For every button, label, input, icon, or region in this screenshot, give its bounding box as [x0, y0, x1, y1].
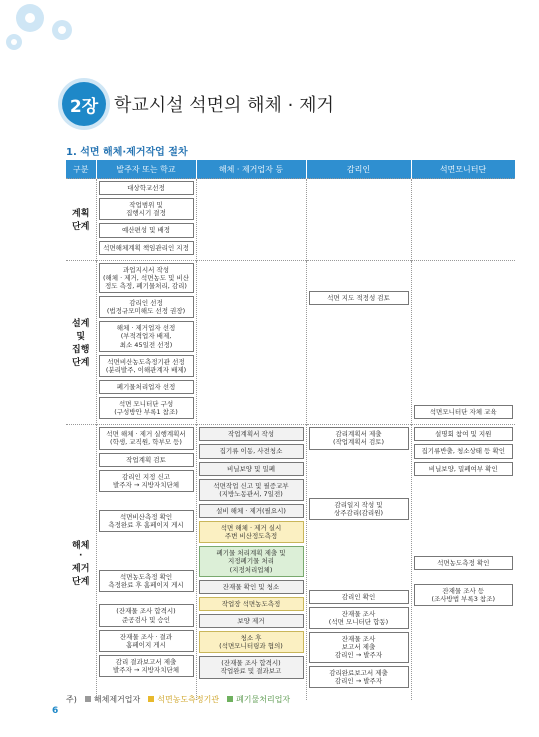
list-item: 작업범위 및 집행시기 결정 — [99, 198, 194, 220]
list-item: 폐기물처리업자 선정 — [99, 380, 194, 394]
list-item: 석면해체계획 책임관리인 지정 — [99, 241, 194, 255]
removal-monitor-cell — [411, 425, 515, 700]
legend-item: 폐기물처리업자 — [227, 694, 290, 705]
list-item: 설명회 참여 및 지원 — [414, 427, 514, 441]
legend-item: 석면농도측정기관 — [148, 694, 219, 705]
list-item: 해체 · 제거업자 선정 (부적격업자 배제, 최소 45일전 선정) — [99, 321, 194, 351]
phase-removal: 해체 · 제거 단계 — [66, 425, 96, 700]
list-item: 감리완료보고서 제출 감리인 → 발주자 — [309, 666, 409, 688]
list-item: (잔재물 조사 합격시) 준공검사 및 승인 — [99, 604, 194, 626]
list-item: 보양 제거 — [199, 614, 304, 628]
phase-design: 설계 및 집행 단계 — [66, 260, 96, 425]
list-item: 감리인 지정 신고 발주자 → 지방자치단체 — [99, 470, 194, 492]
removal-contractor-cell — [196, 425, 306, 700]
list-item: 집기류 이동, 사전청소 — [199, 444, 304, 458]
design-monitor-cell — [411, 260, 515, 425]
procedure-table — [66, 160, 516, 700]
list-item: 비닐보양 및 밀폐 — [199, 462, 304, 476]
list-item: 잔재물 확인 및 청소 — [199, 580, 304, 594]
list-item: 청소 후 (석면모니터링과 협의) — [199, 631, 304, 653]
list-item: 감리 결과보고서 제출 발주자 → 지방자치단체 — [99, 655, 194, 677]
list-item: 석면 지도 적정성 검토 — [309, 291, 409, 305]
removal-supervisor-cell — [306, 425, 411, 700]
table-header-row — [66, 160, 515, 179]
list-item: 감리인 선정 (법정규모미해도 선정 권장) — [99, 296, 194, 318]
list-item: 작업계획서 작성 — [199, 427, 304, 441]
list-item: 집기류반출, 청소상태 등 확인 — [414, 444, 514, 458]
list-item: 작업계획 검토 — [99, 453, 194, 467]
chapter-heading — [62, 82, 334, 126]
table-row — [66, 179, 515, 261]
list-item: 석면 해체 · 제거 실행계획서 (학생, 교직원, 학부모 등) — [99, 427, 194, 449]
list-item: 잔재물 조사 등 (조사방법 부록3 참조) — [414, 584, 514, 606]
legend-item: 해체제거업자 — [85, 694, 140, 705]
list-item: 감리인 확인 — [309, 590, 409, 604]
list-item: 예산편성 및 배정 — [99, 223, 194, 237]
page-number: 6 — [52, 706, 59, 716]
list-item: 석면모니터단 자체 교육 — [414, 405, 514, 419]
header-owner: 발주자 또는 학교 — [96, 160, 196, 179]
removal-owner-cell — [96, 425, 196, 700]
gear-icon — [0, 0, 100, 60]
section-title: 1. 석면 해체·제거작업 절차 — [66, 147, 188, 158]
legend-prefix: 주) — [66, 695, 77, 704]
list-item: 감리계획서 제출 (작업계획서 검토) — [309, 427, 409, 449]
plan-owner-cell — [96, 179, 196, 261]
list-item: 과업지시서 작성 (해체 · 제거, 석면농도 및 비산 정도 측정, 폐기물처리, 감리) — [99, 263, 194, 293]
list-item: 석면비산측정 확인 측정완료 후 홈페이지 게시 — [99, 510, 194, 532]
chapter-title: 학교시설 석면의 해체 · 제거 — [114, 95, 334, 116]
list-item: 폐기물 처리계획 제출 및 지정폐기물 처리 (지정처리업체) — [199, 546, 304, 576]
list-item: (잔재물 조사 합격시) 작업완료 및 결과보고 — [199, 656, 304, 678]
list-item: 작업장 석면농도측정 — [199, 597, 304, 611]
header-contractor: 해체 · 제거업자 등 — [196, 160, 306, 179]
table-row — [66, 260, 515, 425]
list-item: 석면농도측정 확인 측정완료 후 홈페이지 게시 — [99, 570, 194, 592]
list-item: 석면농도측정 확인 — [414, 556, 514, 570]
list-item: 비닐보양, 밀폐여부 확인 — [414, 462, 514, 476]
header-category: 구분 — [66, 160, 96, 179]
list-item: 석면작업 신고 및 필증교부 (지방노동관서, 7일전) — [199, 479, 304, 501]
phase-plan: 계획 단계 — [66, 179, 96, 261]
list-item: 대상학교선정 — [99, 181, 194, 195]
list-item: 설비 해체 · 제거(필요시) — [199, 504, 304, 518]
list-item: 잔재물 조사 보고서 제출 감리인 → 발주자 — [309, 632, 409, 662]
list-item: 석면비산농도측정기관 선정 (분리발주, 이해관계자 배제) — [99, 355, 194, 377]
chapter-number: 2장 — [62, 82, 106, 126]
list-item: 석면 해체 · 제거 실시 주변 비산정도측정 — [199, 521, 304, 543]
design-supervisor-cell — [306, 260, 411, 425]
list-item: 잔재물 조사 (석면 모니터단 합동) — [309, 607, 409, 629]
list-item: 감리일지 작성 및 상주감리(감리원) — [309, 498, 409, 520]
header-supervisor: 감리인 — [306, 160, 411, 179]
list-item: 잔재물 조사 · 결과 홈페이지 게시 — [99, 630, 194, 652]
list-item: 석면 모니터단 구성 (구성방안 부록1 참조) — [99, 397, 194, 419]
design-owner-cell — [96, 260, 196, 425]
header-monitor: 석면모니터단 — [411, 160, 515, 179]
table-row — [66, 425, 515, 700]
legend — [66, 694, 290, 705]
